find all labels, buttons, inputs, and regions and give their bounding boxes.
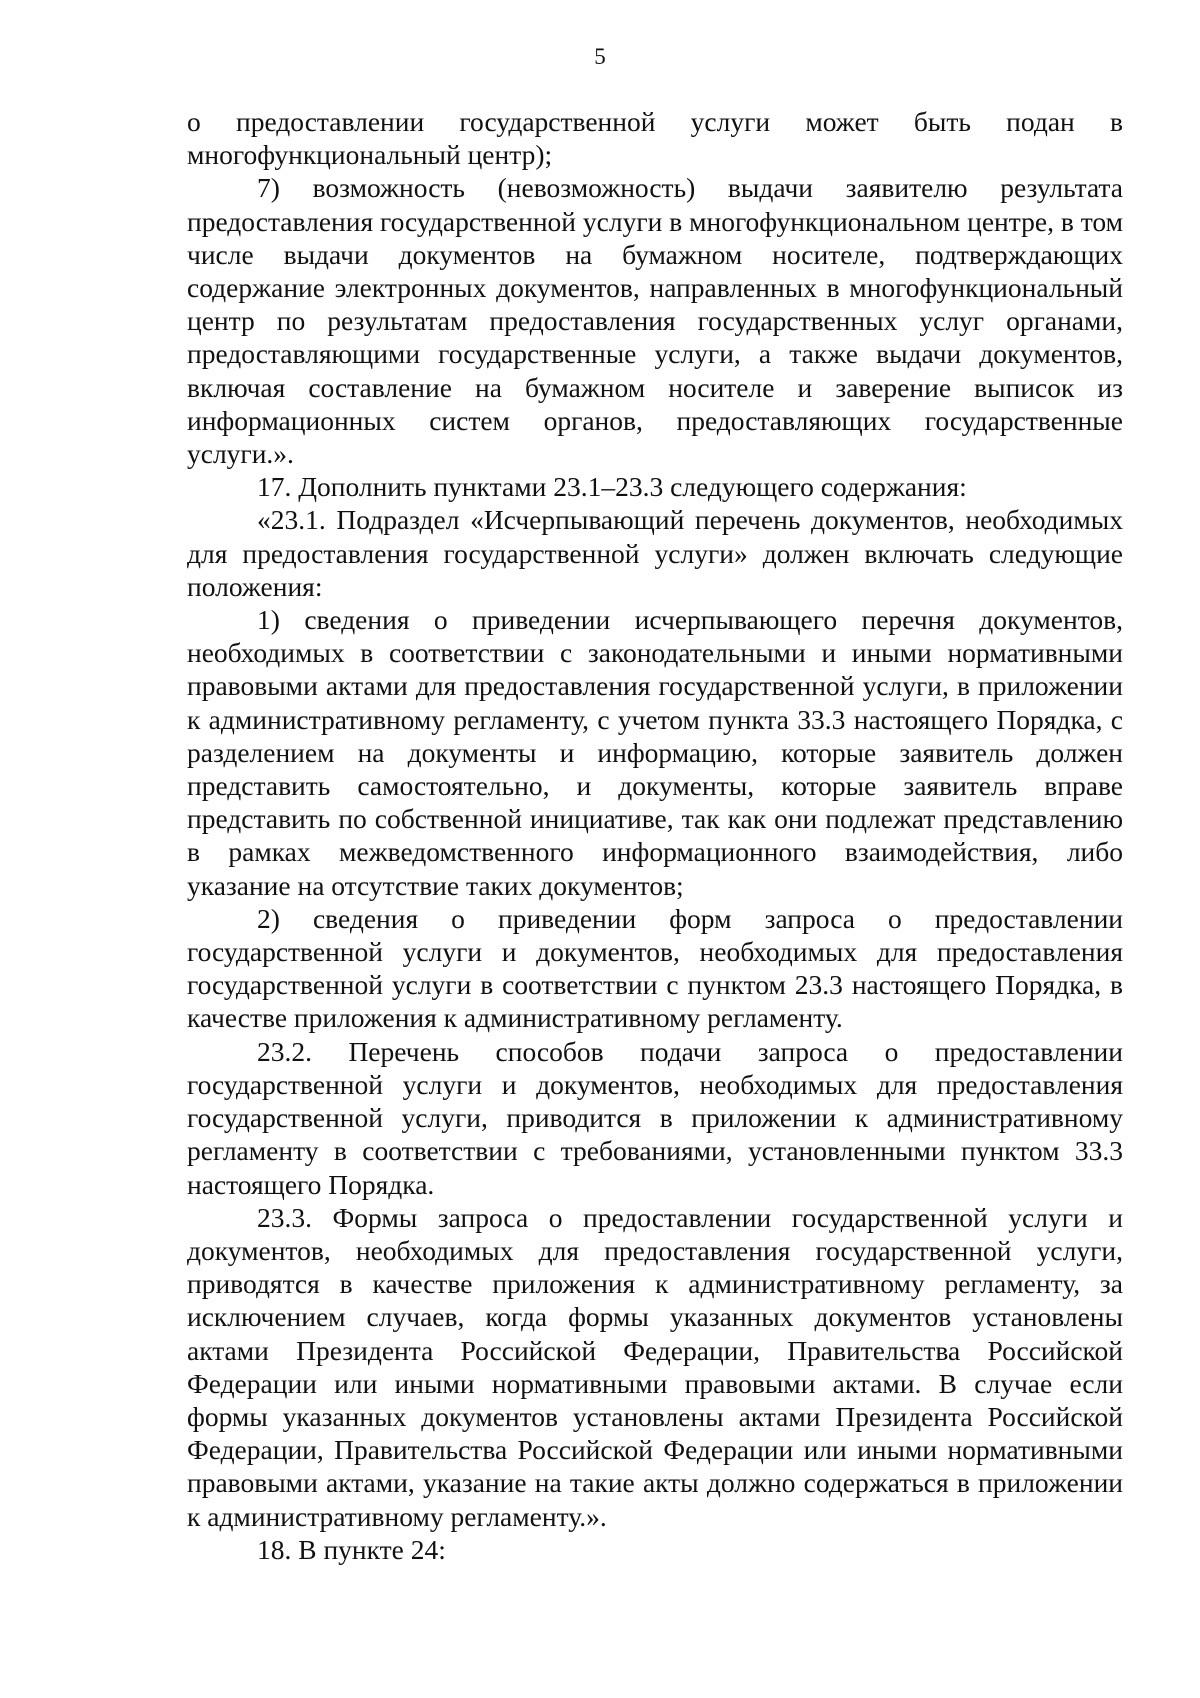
paragraph-23-1: «23.1. Подраздел «Исчерпывающий перечень документов, необходимых для предоставления государственной услуги» должен включать следующие положения: [187,504,1123,602]
paragraph-23-3: 23.3. Формы запроса о предоставлении государственной услуги и документов, необходимых для предоставления государственной услуги, приводятся в качестве приложения к административному регламенту, за исключением случаев, когда формы указанных документов установлены актами Президента Российской Федерации, Правительства Российской Федерации или иными нормативными правовыми актами. В случае если формы указанных документов установлены актами Президента Российской Федерации, Правительства Российской Федерации или иными нормативными правовыми актами, указание на такие акты должно содержаться в приложении к административному регламенту.». [187,1201,1123,1532]
paragraph-item-7: 7) возможность (невозможность) выдачи заявителю результата предоставления государственной услуги в многофункциональном центре, в том числе выдачи документов на бумажном носителе, подтверждающих содержание электронных документов, направленных в многофункциональный центр по результатам предоставления государственных услуг органами, предоставляющими государственные услуги, а также выдачи документов, включая составление на бумажном носителе и заверение выписок из информационных систем органов, предоставляющих государственные услуги.». [187,172,1123,470]
paragraph-continuation: о предоставлении государственной услуги может быть подан в многофункциональный центр); [187,106,1123,171]
document-body [187,105,1123,1566]
page-number: 5 [594,44,606,69]
paragraph-23-2: 23.2. Перечень способов подачи запроса о предоставлении государственной услуги и документов, необходимых для предоставления государственной услуги, приводится в приложении к административному регламенту в соответствии с требованиями, установленными пунктом 33.3 настоящего Порядка. [187,1035,1123,1200]
paragraph-23-1-item-1: 1) сведения о приведении исчерпывающего перечня документов, необходимых в соответствии с законодательными и иными нормативными правовыми актами для предоставления государственной услуги, в приложении к административному регламенту, с учетом пункта 33.3 настоящего Порядка, с разделением на документы и информацию, которые заявитель должен представить самостоятельно, и документы, которые заявитель вправе представить по собственной инициативе, так как они подлежат представлению в рамках межведомственного информационного взаимодействия, либо указание на отсутствие таких документов; [187,604,1123,901]
paragraph-17: 17. Дополнить пунктами 23.1–23.3 следующего содержания: [257,471,967,503]
paragraph-23-1-item-2: 2) сведения о приведении форм запроса о предоставлении государственной услуги и документов, необходимых для предоставления государственной услуги в соответствии с пунктом 23.3 настоящего Порядка, в качестве приложения к административному регламенту. [187,902,1123,1034]
paragraph-18: 18. В пункте 24: [257,1533,446,1565]
